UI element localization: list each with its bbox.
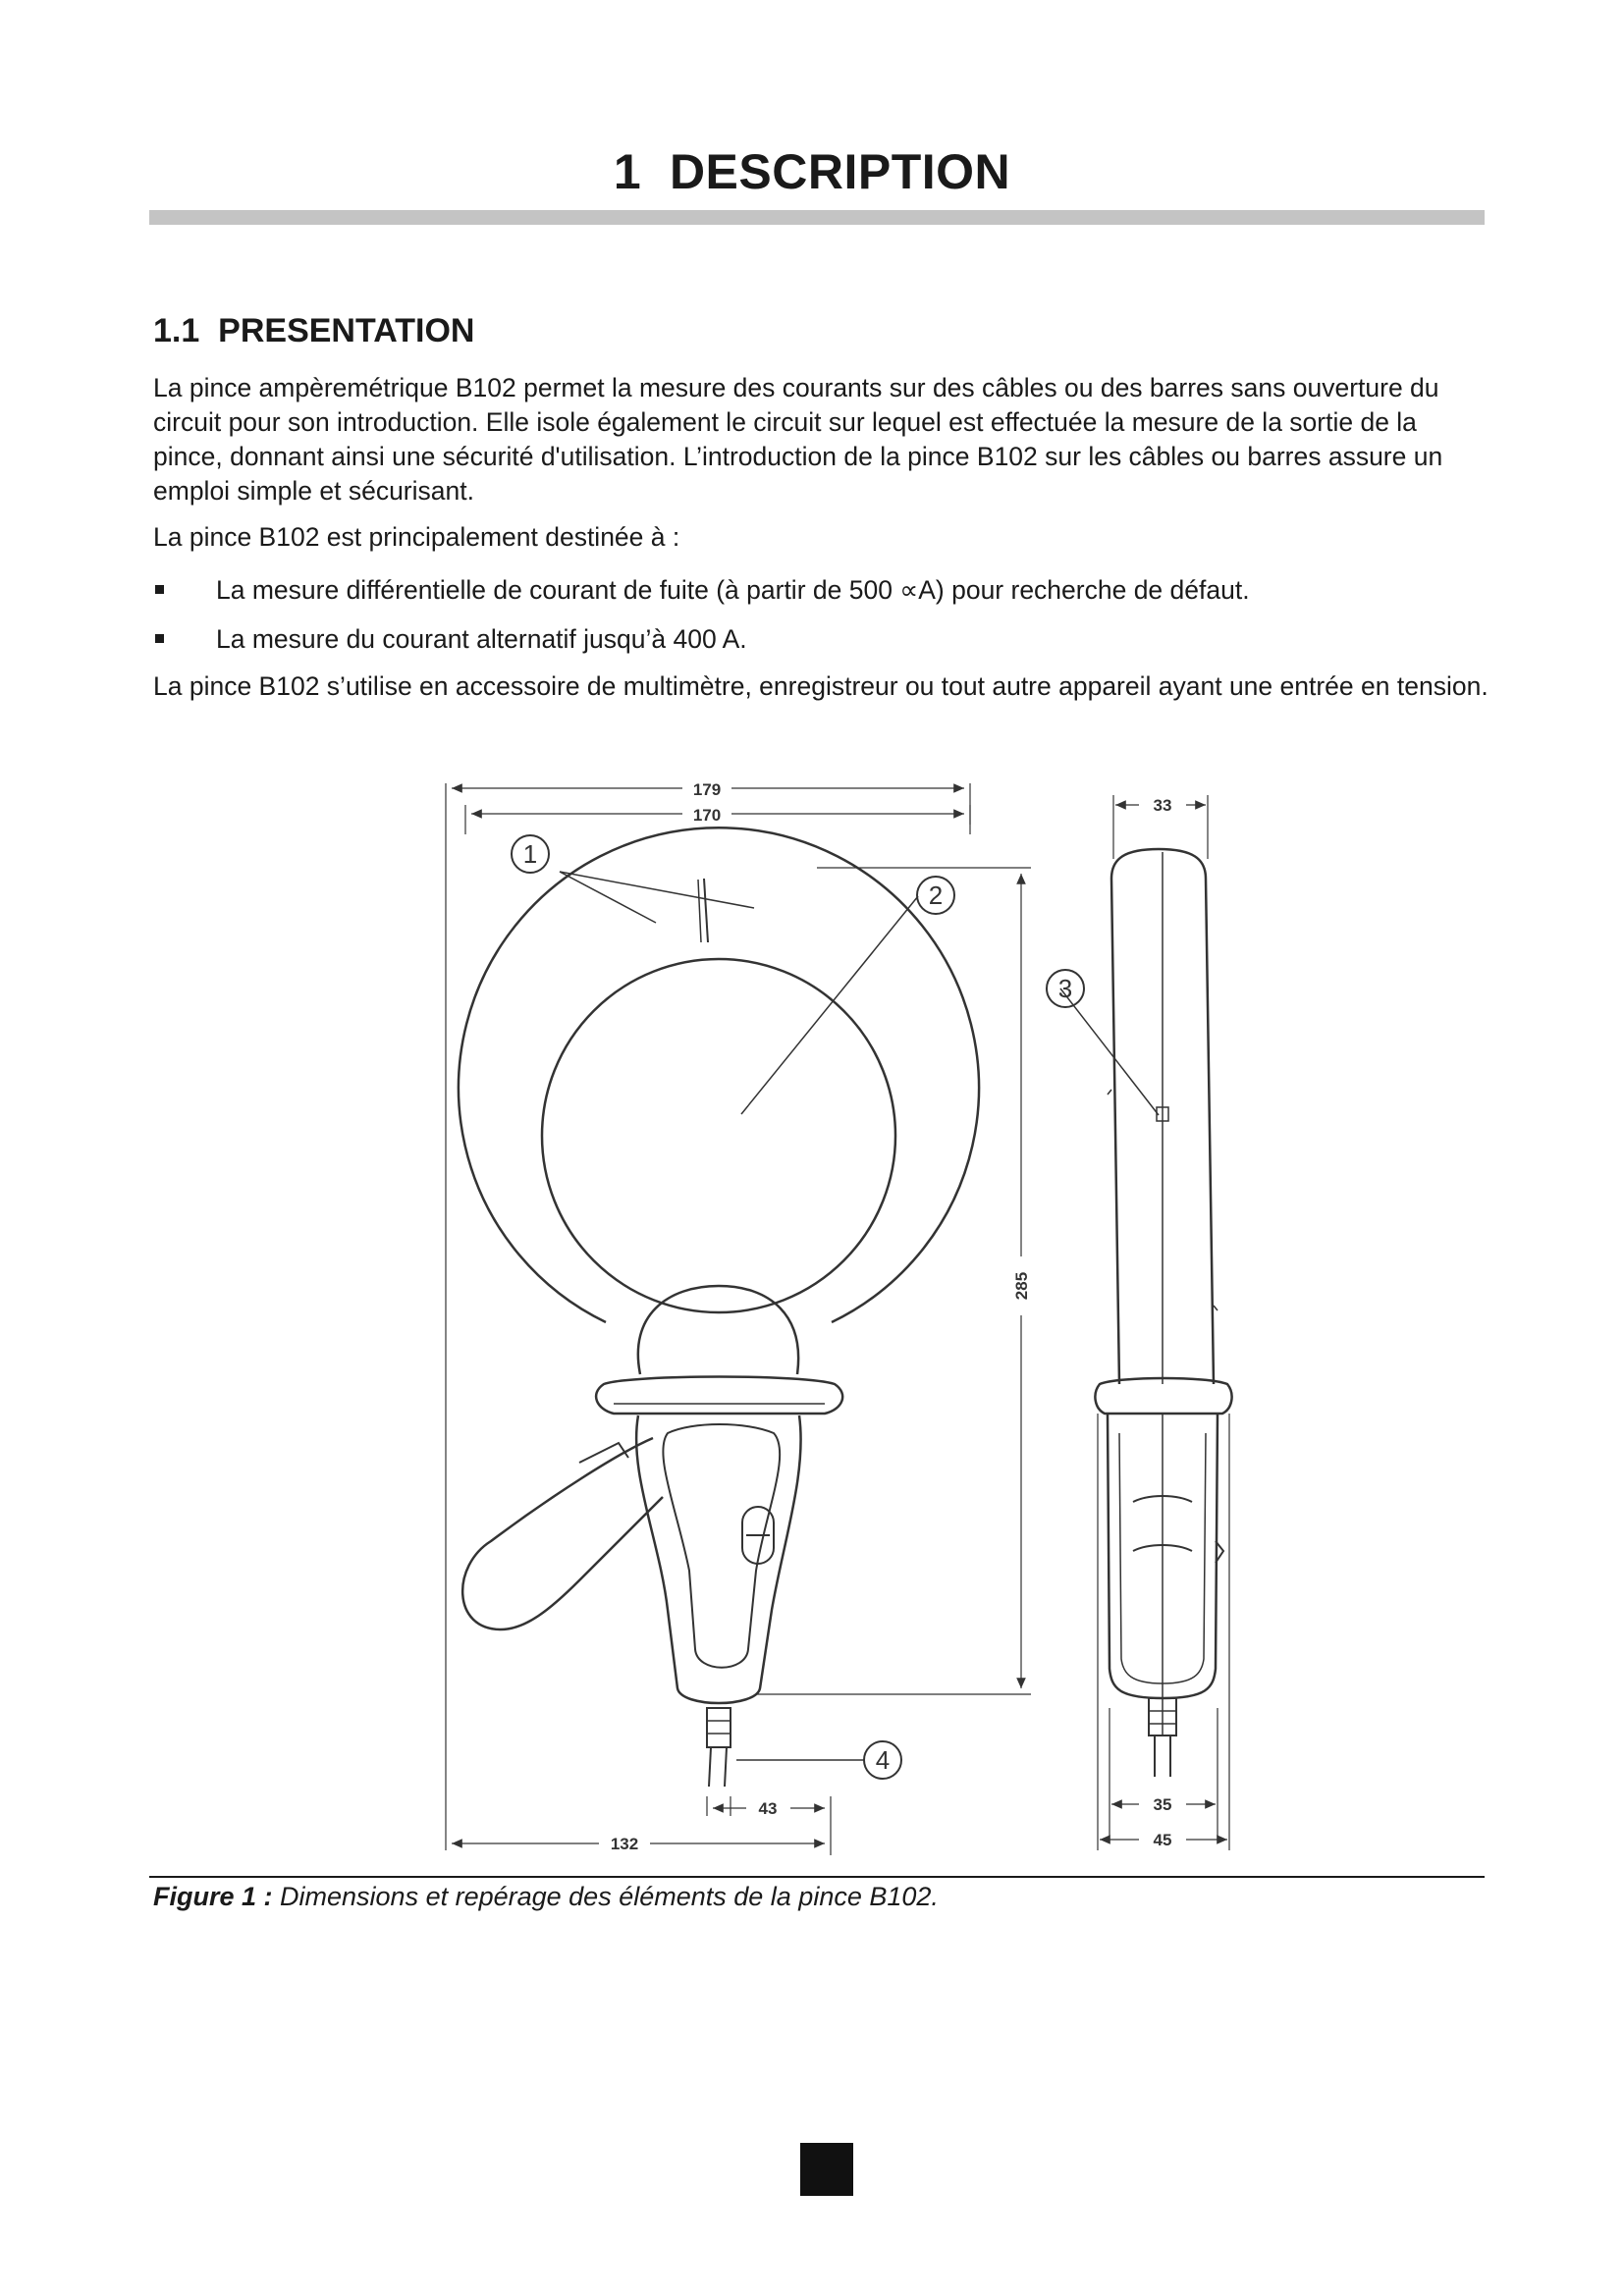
callout-1 bbox=[512, 835, 549, 873]
purpose-paragraph: La pince B102 est principalement destinée à : bbox=[153, 522, 680, 552]
callout-4 bbox=[864, 1741, 901, 1779]
bullet-mark bbox=[155, 634, 164, 643]
clamp-jaw-inner bbox=[542, 959, 895, 1312]
clamp-trigger bbox=[462, 1438, 663, 1629]
chapter-rule bbox=[149, 210, 1485, 225]
clamp-side-view bbox=[1095, 849, 1231, 1777]
caption-rule bbox=[149, 1876, 1485, 1878]
usage-paragraph: La pince B102 s’utilise en accessoire de multimètre, enregistreur ou tout autre appareil ayant une entrée en tension. bbox=[153, 671, 1489, 701]
figure-caption: Figure 1 : Dimensions et repérage des éléments de la pince B102. bbox=[153, 1882, 939, 1911]
dim-inner-width: 170 bbox=[692, 806, 722, 825]
dim-handle-width: 43 bbox=[758, 1799, 778, 1818]
dim-side-bottom-outer: 45 bbox=[1153, 1831, 1172, 1849]
clamp-dimension-drawing bbox=[432, 766, 1247, 1865]
chapter-title: 1 DESCRIPTION bbox=[613, 144, 1011, 199]
dim-side-top: 33 bbox=[1153, 796, 1172, 815]
dim-side-bottom-inner: 35 bbox=[1153, 1795, 1172, 1814]
svg-text:2: 2 bbox=[928, 881, 944, 910]
front-dimensions bbox=[446, 783, 1031, 1855]
clamp-collar bbox=[596, 1377, 842, 1415]
svg-text:4: 4 bbox=[875, 1745, 891, 1775]
clamp-head bbox=[638, 1286, 798, 1374]
clamp-handle bbox=[636, 1415, 801, 1703]
dim-height: 285 bbox=[1012, 1271, 1031, 1301]
callout-2 bbox=[917, 877, 954, 914]
bullet-mark bbox=[155, 585, 164, 594]
intro-paragraph: La pince ampèremétrique B102 permet la mesure des courants sur des câbles ou des barres sans ouverture du circuit pour son introduction. Elle isole également le circuit sur lequel est effectuée la mesure de la sortie de la pince, donnant ainsi une sécurité d'utilisation. L’introduction de la pince B102 sur les câbles ou barres assure un emploi simple et sécurisant. bbox=[153, 373, 1443, 506]
svg-text:1: 1 bbox=[522, 839, 538, 869]
page-marker bbox=[800, 2143, 853, 2196]
section-title: 1.1 PRESENTATION bbox=[153, 312, 475, 349]
dim-total-width: 132 bbox=[610, 1835, 639, 1853]
callout-3 bbox=[1047, 970, 1084, 1007]
dim-outer-width: 179 bbox=[692, 780, 722, 799]
svg-text:3: 3 bbox=[1057, 974, 1073, 1003]
